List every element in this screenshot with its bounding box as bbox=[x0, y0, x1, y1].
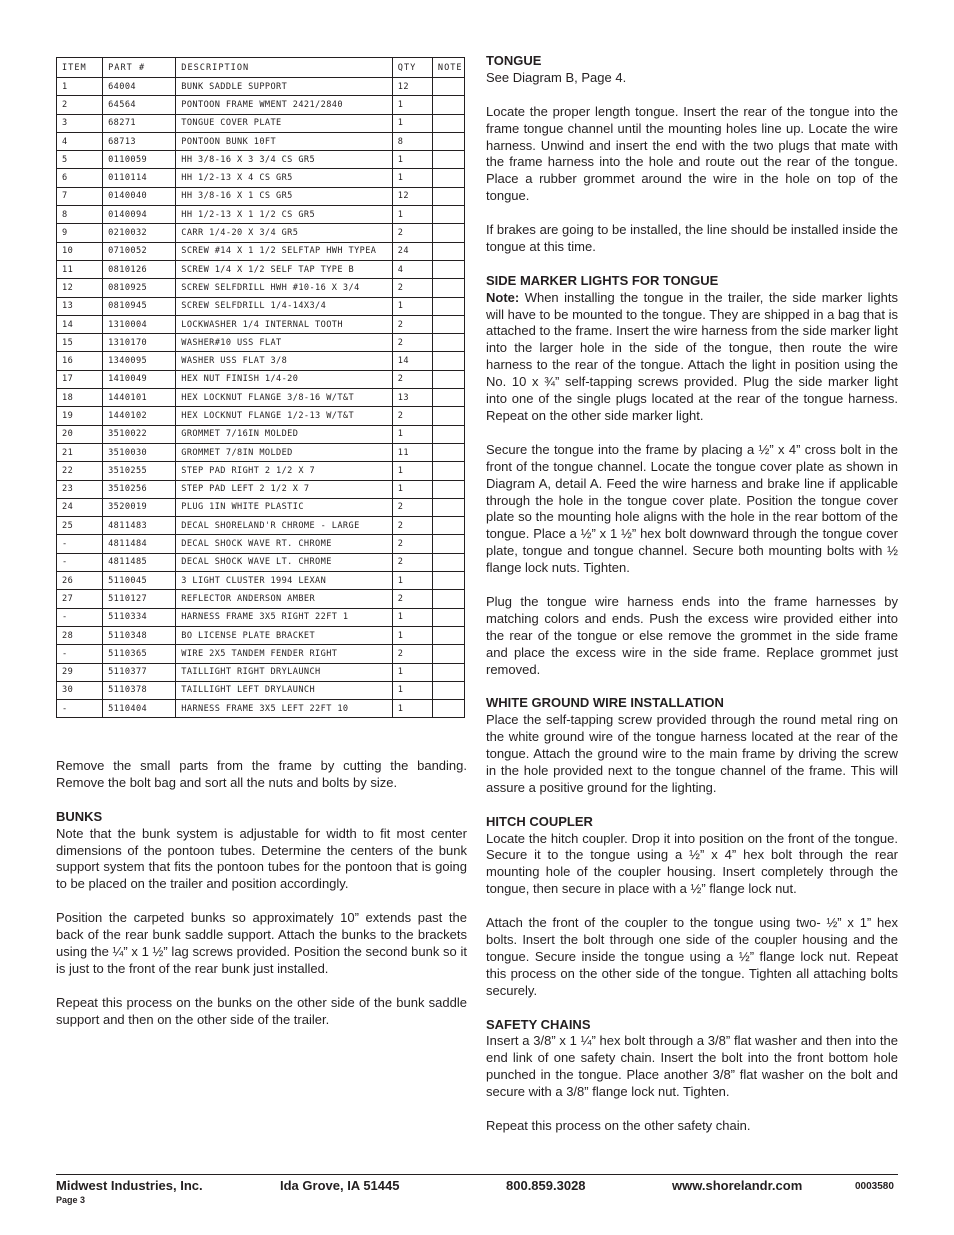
cell-part-number: 1440101 bbox=[103, 389, 176, 407]
cell-item: 29 bbox=[57, 663, 103, 681]
table-row bbox=[57, 663, 465, 681]
cell-qty: 14 bbox=[392, 352, 432, 370]
cell-item: 2 bbox=[57, 96, 103, 114]
table-row bbox=[57, 370, 465, 388]
cell-qty: 2 bbox=[392, 370, 432, 388]
table-row bbox=[57, 279, 465, 297]
cell-note bbox=[432, 260, 464, 278]
cell-note bbox=[432, 553, 464, 571]
cell-qty: 24 bbox=[392, 242, 432, 260]
footer-address: Ida Grove, IA 51445 bbox=[280, 1178, 400, 1193]
bunks-heading: BUNKS bbox=[56, 808, 103, 824]
cell-item: 13 bbox=[57, 297, 103, 315]
tongue-paragraph-1: Locate the proper length tongue. Insert the rear of the tongue into the frame tongue channel until the mounting holes line up. Locate the wire harness. Unwind and insert the end with the two plugs that mate with the frame harness into the hole and route out the rear of the tongue. Place a rubber grommet around the wire in the hole on top of the tongue. bbox=[486, 103, 898, 204]
cell-note bbox=[432, 96, 464, 114]
table-row bbox=[57, 242, 465, 260]
cell-description: DECAL SHORELAND'R CHROME - LARGE bbox=[176, 517, 393, 535]
side-marker-paragraph-1 bbox=[486, 290, 898, 425]
cell-description: HEX LOCKNUT FLANGE 3/8-16 W/T&T bbox=[176, 389, 393, 407]
cell-qty: 4 bbox=[392, 260, 432, 278]
cell-qty: 1 bbox=[392, 626, 432, 644]
cell-part-number: 4811485 bbox=[103, 553, 176, 571]
side-marker-paragraph-2: Secure the tongue into the frame by placing a ½” x 4” cross bolt in the front of the tongue channel. Locate the tongue cover plate as shown in Diagram A, detail A. Feed the wire harness and brake line if applicable through the hole in the tongue cover plate. Position the tongue cover plate so the mounting hole aligns with the hole in the rear bottom of the tongue. Place a ½” x 1 ½” hex bolt downward through the tongue cover plate, tongue and tongue channel. Secure both mounting bolts with ½ flange lock nuts. Tighten. bbox=[486, 441, 898, 576]
side-marker-note-text: When installing the tongue in the trailer, the side marker lights will have to be mounted to the tongue. They are shipped in a bag that is attached to the frame. Insert the wire harness from the side marker light into the larger hole in the side of the tongue, then route the wire harness to the rear of the tongue. Attach the light in position using the No. 10 x ¾” self-tapping screws provided. Plug the side marker light into one of the single plugs located at the rear of the tongue harness. Repeat on the other side marker light. bbox=[486, 289, 898, 423]
cell-note bbox=[432, 517, 464, 535]
footer-divider bbox=[56, 1174, 898, 1175]
cell-item: - bbox=[57, 700, 103, 718]
cell-qty: 1 bbox=[392, 572, 432, 590]
cell-part-number: 5110404 bbox=[103, 700, 176, 718]
cell-part-number: 1440102 bbox=[103, 407, 176, 425]
cell-description: GROMMET 7/16IN MOLDED bbox=[176, 425, 393, 443]
cell-item: 23 bbox=[57, 480, 103, 498]
cell-description: REFLECTOR ANDERSON AMBER bbox=[176, 590, 393, 608]
cell-item: 17 bbox=[57, 370, 103, 388]
cell-description: HH 1/2-13 X 1 1/2 CS GR5 bbox=[176, 206, 393, 224]
cell-part-number: 5110378 bbox=[103, 681, 176, 699]
safety-chains-heading: SAFETY CHAINS bbox=[486, 1016, 591, 1032]
table-row bbox=[57, 517, 465, 535]
cell-item: - bbox=[57, 553, 103, 571]
safety-chains-paragraph-2: Repeat this process on the other safety chain. bbox=[486, 1117, 751, 1133]
header-note: NOTE bbox=[432, 58, 464, 78]
cell-item: 6 bbox=[57, 169, 103, 187]
header-qty: QTY bbox=[392, 58, 432, 78]
cell-item: 8 bbox=[57, 206, 103, 224]
cell-item: 21 bbox=[57, 443, 103, 461]
page-number: Page 3 bbox=[56, 1195, 86, 1205]
cell-note bbox=[432, 572, 464, 590]
cell-item: 19 bbox=[57, 407, 103, 425]
table-row bbox=[57, 224, 465, 242]
cell-description: BO LICENSE PLATE BRACKET bbox=[176, 626, 393, 644]
parts-table bbox=[56, 57, 465, 718]
cell-note bbox=[432, 114, 464, 132]
right-text-column bbox=[486, 53, 898, 1152]
cell-note bbox=[432, 224, 464, 242]
cell-qty: 2 bbox=[392, 315, 432, 333]
cell-description: TONGUE COVER PLATE bbox=[176, 114, 393, 132]
bunks-section bbox=[56, 809, 467, 1029]
table-row bbox=[57, 590, 465, 608]
cell-part-number: 3510030 bbox=[103, 443, 176, 461]
cell-note bbox=[432, 187, 464, 205]
cell-description: HH 1/2-13 X 4 CS GR5 bbox=[176, 169, 393, 187]
cell-qty: 1 bbox=[392, 462, 432, 480]
cell-qty: 2 bbox=[392, 407, 432, 425]
cell-part-number: 0140094 bbox=[103, 206, 176, 224]
table-row bbox=[57, 645, 465, 663]
cell-part-number: 68713 bbox=[103, 132, 176, 150]
cell-description: SCREW SELFDRILL HWH #10-16 X 3/4 bbox=[176, 279, 393, 297]
table-row bbox=[57, 352, 465, 370]
table-row bbox=[57, 96, 465, 114]
cell-qty: 1 bbox=[392, 663, 432, 681]
cell-description: CARR 1/4-20 X 3/4 GR5 bbox=[176, 224, 393, 242]
cell-qty: 8 bbox=[392, 132, 432, 150]
table-row bbox=[57, 480, 465, 498]
table-row bbox=[57, 260, 465, 278]
cell-note bbox=[432, 480, 464, 498]
cell-item: 16 bbox=[57, 352, 103, 370]
header-description: DESCRIPTION bbox=[176, 58, 393, 78]
cell-item: - bbox=[57, 535, 103, 553]
cell-note bbox=[432, 315, 464, 333]
cell-qty: 2 bbox=[392, 590, 432, 608]
cell-part-number: 3510255 bbox=[103, 462, 176, 480]
parts-table-body bbox=[57, 78, 465, 718]
cell-qty: 1 bbox=[392, 700, 432, 718]
cell-part-number: 0110114 bbox=[103, 169, 176, 187]
table-row bbox=[57, 206, 465, 224]
table-row bbox=[57, 114, 465, 132]
cell-item: 20 bbox=[57, 425, 103, 443]
bunks-paragraph-2: Position the carpeted bunks so approximately 10” extends past the back of the rear bunk saddle support. Attach the bunks to the brackets using the ¼” x 1 ½” lag screws provided. Position the second bunk so it is just to the front of the rear bunk just installed. bbox=[56, 910, 467, 976]
note-label: Note: bbox=[486, 289, 520, 305]
table-row bbox=[57, 169, 465, 187]
cell-item: 14 bbox=[57, 315, 103, 333]
cell-item: - bbox=[57, 645, 103, 663]
cell-note bbox=[432, 407, 464, 425]
cell-qty: 1 bbox=[392, 169, 432, 187]
cell-part-number: 0140040 bbox=[103, 187, 176, 205]
cell-part-number: 5110045 bbox=[103, 572, 176, 590]
table-row bbox=[57, 681, 465, 699]
cell-part-number: 0210032 bbox=[103, 224, 176, 242]
table-row bbox=[57, 334, 465, 352]
cell-item: 25 bbox=[57, 517, 103, 535]
cell-note bbox=[432, 334, 464, 352]
cell-part-number: 1340095 bbox=[103, 352, 176, 370]
cell-qty: 2 bbox=[392, 224, 432, 242]
cell-qty: 1 bbox=[392, 206, 432, 224]
cell-part-number: 0110059 bbox=[103, 151, 176, 169]
table-row bbox=[57, 462, 465, 480]
cell-item: 11 bbox=[57, 260, 103, 278]
cell-description: STEP PAD LEFT 2 1/2 X 7 bbox=[176, 480, 393, 498]
tongue-paragraph-2: If brakes are going to be installed, the line should be installed inside the tongue at this time. bbox=[486, 222, 898, 254]
cell-part-number: 4811484 bbox=[103, 535, 176, 553]
table-row bbox=[57, 389, 465, 407]
cell-qty: 11 bbox=[392, 443, 432, 461]
cell-description: BUNK SADDLE SUPPORT bbox=[176, 78, 393, 96]
cell-part-number: 0810945 bbox=[103, 297, 176, 315]
ground-wire-paragraph: Place the self-tapping screw provided through the round metal ring on the white ground wire of the tongue harness located at the rear of the tongue. Attach the ground wire to the main frame by driving the screw in the hole provided next to the tongue channel of the frame. This will assure a positive ground for the lighting. bbox=[486, 712, 898, 795]
cell-part-number: 3510256 bbox=[103, 480, 176, 498]
cell-qty: 12 bbox=[392, 187, 432, 205]
table-row bbox=[57, 407, 465, 425]
table-row bbox=[57, 626, 465, 644]
ground-wire-heading: WHITE GROUND WIRE INSTALLATION bbox=[486, 695, 724, 711]
cell-qty: 2 bbox=[392, 645, 432, 663]
table-row bbox=[57, 297, 465, 315]
cell-description: WASHER USS FLAT 3/8 bbox=[176, 352, 393, 370]
safety-chains-section bbox=[486, 1017, 898, 1135]
table-row bbox=[57, 498, 465, 516]
cell-description: HARNESS FRAME 3X5 LEFT 22FT 10 bbox=[176, 700, 393, 718]
cell-note bbox=[432, 535, 464, 553]
cell-item: 18 bbox=[57, 389, 103, 407]
cell-note bbox=[432, 352, 464, 370]
cell-part-number: 5110127 bbox=[103, 590, 176, 608]
table-row bbox=[57, 553, 465, 571]
hitch-coupler-heading: HITCH COUPLER bbox=[486, 813, 593, 829]
cell-note bbox=[432, 443, 464, 461]
cell-item: 10 bbox=[57, 242, 103, 260]
table-row bbox=[57, 572, 465, 590]
cell-part-number: 5110334 bbox=[103, 608, 176, 626]
cell-part-number: 5110348 bbox=[103, 626, 176, 644]
table-row bbox=[57, 187, 465, 205]
cell-part-number: 1310170 bbox=[103, 334, 176, 352]
cell-note bbox=[432, 590, 464, 608]
cell-item: 3 bbox=[57, 114, 103, 132]
cell-part-number: 68271 bbox=[103, 114, 176, 132]
table-row bbox=[57, 700, 465, 718]
cell-part-number: 1410049 bbox=[103, 370, 176, 388]
cell-description: GROMMET 7/8IN MOLDED bbox=[176, 443, 393, 461]
header-item: ITEM bbox=[57, 58, 103, 78]
cell-description: HH 3/8-16 X 3 3/4 CS GR5 bbox=[176, 151, 393, 169]
cell-note bbox=[432, 242, 464, 260]
cell-qty: 2 bbox=[392, 535, 432, 553]
table-row bbox=[57, 443, 465, 461]
footer-phone: 800.859.3028 bbox=[506, 1178, 586, 1193]
cell-qty: 1 bbox=[392, 297, 432, 315]
cell-item: 1 bbox=[57, 78, 103, 96]
cell-note bbox=[432, 462, 464, 480]
cell-qty: 2 bbox=[392, 334, 432, 352]
cell-part-number: 3510022 bbox=[103, 425, 176, 443]
cell-description: STEP PAD RIGHT 2 1/2 X 7 bbox=[176, 462, 393, 480]
cell-part-number: 0710052 bbox=[103, 242, 176, 260]
footer-document-code: 0003580 bbox=[855, 1181, 894, 1192]
cell-qty: 2 bbox=[392, 498, 432, 516]
cell-description: 3 LIGHT CLUSTER 1994 LEXAN bbox=[176, 572, 393, 590]
cell-part-number: 5110365 bbox=[103, 645, 176, 663]
cell-item: 7 bbox=[57, 187, 103, 205]
side-marker-heading: SIDE MARKER LIGHTS FOR TONGUE bbox=[486, 272, 719, 288]
table-row bbox=[57, 425, 465, 443]
cell-description: PONTOON FRAME WMENT 2421/2840 bbox=[176, 96, 393, 114]
table-row bbox=[57, 608, 465, 626]
cell-description: TAILLIGHT LEFT DRYLAUNCH bbox=[176, 681, 393, 699]
cell-description: WASHER#10 USS FLAT bbox=[176, 334, 393, 352]
header-part-number: PART # bbox=[103, 58, 176, 78]
cell-item: 27 bbox=[57, 590, 103, 608]
cell-note bbox=[432, 297, 464, 315]
cell-item: 15 bbox=[57, 334, 103, 352]
table-row bbox=[57, 151, 465, 169]
cell-qty: 2 bbox=[392, 553, 432, 571]
cell-description: HH 3/8-16 X 1 CS GR5 bbox=[176, 187, 393, 205]
cell-description: SCREW #14 X 1 1/2 SELFTAP HWH TYPEA bbox=[176, 242, 393, 260]
cell-qty: 2 bbox=[392, 517, 432, 535]
cell-qty: 2 bbox=[392, 279, 432, 297]
ground-wire-section bbox=[486, 695, 898, 796]
table-header-row bbox=[57, 58, 465, 78]
cell-qty: 1 bbox=[392, 480, 432, 498]
hitch-coupler-section bbox=[486, 814, 898, 1000]
cell-note bbox=[432, 78, 464, 96]
cell-note bbox=[432, 151, 464, 169]
cell-item: 12 bbox=[57, 279, 103, 297]
cell-qty: 1 bbox=[392, 425, 432, 443]
cell-note bbox=[432, 389, 464, 407]
cell-item: 22 bbox=[57, 462, 103, 480]
cell-note bbox=[432, 608, 464, 626]
cell-description: WIRE 2X5 TANDEM FENDER RIGHT bbox=[176, 645, 393, 663]
cell-qty: 12 bbox=[392, 78, 432, 96]
cell-item: 4 bbox=[57, 132, 103, 150]
cell-note bbox=[432, 425, 464, 443]
cell-description: HEX NUT FINISH 1/4-20 bbox=[176, 370, 393, 388]
footer-website: www.shorelandr.com bbox=[672, 1178, 803, 1193]
footer-company: Midwest Industries, Inc. bbox=[56, 1178, 203, 1193]
cell-qty: 1 bbox=[392, 608, 432, 626]
cell-note bbox=[432, 626, 464, 644]
bunks-paragraph-3: Repeat this process on the bunks on the other side of the bunk saddle support and then on the other side of the trailer. bbox=[56, 994, 467, 1027]
table-row bbox=[57, 132, 465, 150]
cell-description: DECAL SHOCK WAVE RT. CHROME bbox=[176, 535, 393, 553]
cell-qty: 1 bbox=[392, 114, 432, 132]
hitch-coupler-paragraph-1: Locate the hitch coupler. Drop it into position on the front of the tongue. Secure it to the tongue using a ½” x 4” hex bolt through the rear mounting hole of the coupler housing. Insert completely through the tongue, then secure in place with a ½” flange lock nut. bbox=[486, 830, 898, 897]
cell-description: TAILLIGHT RIGHT DRYLAUNCH bbox=[176, 663, 393, 681]
cell-note bbox=[432, 681, 464, 699]
cell-qty: 13 bbox=[392, 389, 432, 407]
cell-item: 30 bbox=[57, 681, 103, 699]
cell-note bbox=[432, 700, 464, 718]
intro-paragraph: Remove the small parts from the frame by cutting the banding. Remove the bolt bag and sort all the nuts and bolts by size. bbox=[56, 758, 467, 790]
safety-chains-paragraph-1: Insert a 3/8” x 1 ¼” hex bolt through a 3/8” flat washer and then into the end link of one safety chain. Insert the bolt into the front bottom hole punched in the tongue. Place another 3/8” flat washer on the bolt and secure with a 3/8” flange lock nut. Tighten. bbox=[486, 1033, 898, 1100]
cell-description: DECAL SHOCK WAVE LT. CHROME bbox=[176, 553, 393, 571]
cell-description: PLUG 1IN WHITE PLASTIC bbox=[176, 498, 393, 516]
tongue-heading: TONGUE bbox=[486, 53, 542, 68]
cell-item: 26 bbox=[57, 572, 103, 590]
cell-item: 24 bbox=[57, 498, 103, 516]
cell-part-number: 0810925 bbox=[103, 279, 176, 297]
cell-description: LOCKWASHER 1/4 INTERNAL TOOTH bbox=[176, 315, 393, 333]
tongue-diagram-reference: See Diagram B, Page 4. bbox=[486, 69, 627, 85]
tongue-section bbox=[486, 53, 898, 256]
cell-note bbox=[432, 206, 464, 224]
cell-note bbox=[432, 132, 464, 150]
cell-note bbox=[432, 279, 464, 297]
side-marker-section bbox=[486, 273, 898, 679]
cell-item: - bbox=[57, 608, 103, 626]
cell-part-number: 0810126 bbox=[103, 260, 176, 278]
cell-note bbox=[432, 645, 464, 663]
bunks-paragraph-1: Note that the bunk system is adjustable for width to fit most center dimensions of the pontoon tubes. Determine the centers of the bunk support system that fits the pontoon tubes for the pontoon that is going to be placed on the trailer and position accordingly. bbox=[56, 825, 467, 892]
cell-part-number: 5110377 bbox=[103, 663, 176, 681]
cell-note bbox=[432, 370, 464, 388]
cell-item: 28 bbox=[57, 626, 103, 644]
cell-item: 9 bbox=[57, 224, 103, 242]
cell-part-number: 3520019 bbox=[103, 498, 176, 516]
cell-item: 5 bbox=[57, 151, 103, 169]
table-row bbox=[57, 78, 465, 96]
cell-note bbox=[432, 169, 464, 187]
cell-part-number: 64564 bbox=[103, 96, 176, 114]
cell-part-number: 64004 bbox=[103, 78, 176, 96]
cell-description: HEX LOCKNUT FLANGE 1/2-13 W/T&T bbox=[176, 407, 393, 425]
cell-part-number: 1310004 bbox=[103, 315, 176, 333]
cell-description: SCREW 1/4 X 1/2 SELF TAP TYPE B bbox=[176, 260, 393, 278]
cell-qty: 1 bbox=[392, 96, 432, 114]
cell-part-number: 4811483 bbox=[103, 517, 176, 535]
cell-note bbox=[432, 663, 464, 681]
hitch-coupler-paragraph-2: Attach the front of the coupler to the tongue using two- ½” x 1” hex bolts. Insert the bolt through one side of the coupler housing and the tongue. Secure inside the tongue using a ½” flange lock nut. Repeat this process on the other side of the tongue. Tighten all attaching bolts securely. bbox=[486, 915, 898, 998]
cell-description: PONTOON BUNK 10FT bbox=[176, 132, 393, 150]
cell-description: SCREW SELFDRILL 1/4-14X3/4 bbox=[176, 297, 393, 315]
left-text-column bbox=[56, 758, 467, 1045]
table-row bbox=[57, 535, 465, 553]
side-marker-paragraph-3: Plug the tongue wire harness ends into the frame harnesses by matching colors and ends. Push the excess wire provided either into the rear of the tongue or else remove the grommet in the side frame and place the excess wire in the side frame. Replace grommet just removed. bbox=[486, 593, 898, 677]
cell-qty: 1 bbox=[392, 681, 432, 699]
cell-note bbox=[432, 498, 464, 516]
cell-qty: 1 bbox=[392, 151, 432, 169]
table-row bbox=[57, 315, 465, 333]
cell-description: HARNESS FRAME 3X5 RIGHT 22FT 1 bbox=[176, 608, 393, 626]
